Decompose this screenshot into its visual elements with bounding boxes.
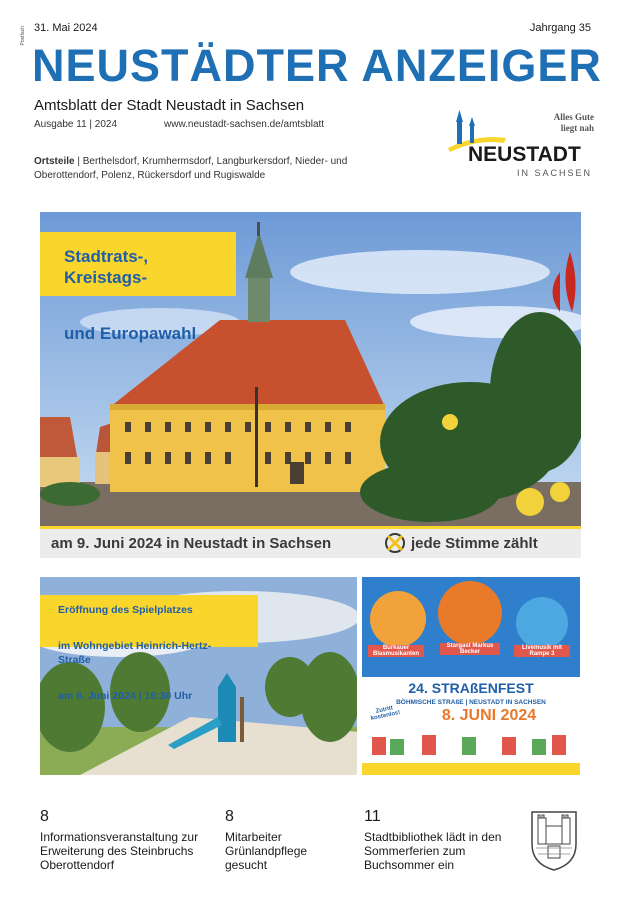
election-title-line-2: und Europawahl [64, 324, 197, 343]
election-title-tag [40, 232, 236, 343]
news-page-number: 8 [225, 808, 234, 825]
band-1-label: Burkauer Blasmusikanten [368, 645, 424, 657]
districts-list [34, 155, 364, 183]
city-crest-icon [528, 806, 580, 872]
website-link[interactable]: www.neustadt-sachsen.de/amtsblatt [164, 119, 325, 130]
news-page-number: 11 [364, 808, 381, 825]
logo-slogan [530, 112, 594, 134]
playground-line-1: Eröffnung des Spielplatzes [58, 604, 193, 616]
band-2-label: Stargast Markus Becker [440, 643, 500, 655]
election-hero-card[interactable] [40, 212, 581, 558]
festival-poster-art [362, 577, 580, 775]
election-date-text: am 9. Juni 2024 in Neustadt in Sachsen [51, 535, 332, 552]
masthead-title: NEUSTÄDTER ANZEIGER [32, 40, 602, 91]
festival-place: BÖHMISCHE STRAßE | NEUSTADT IN SACHSEN [396, 699, 546, 706]
subtitle: Amtsblatt der Stadt Neustadt in Sachsen [34, 97, 305, 114]
band-3-label: Livemusik mit Rampe 3 [514, 645, 570, 657]
playground-card[interactable] [40, 577, 357, 775]
news-page-number: 8 [40, 808, 49, 825]
festival-free-entry: Zutritt kostenlos! [370, 705, 401, 722]
slogan-line-1: Alles Gute [553, 112, 594, 122]
election-info-bar [40, 526, 581, 558]
festival-title: 24. STRAßENFEST [408, 680, 534, 696]
news-headline: Informationsveranstaltung zur Erweiterung des Steinbruchs Oberottendorf [40, 830, 199, 872]
logo-name: NEUSTADT [468, 143, 581, 166]
playground-line-3: am 6. Juni 2024 | 16:30 Uhr [58, 690, 193, 702]
issue-number: Ausgabe 11 | 2024 [34, 119, 118, 130]
issue-date: 31. Mai 2024 [34, 22, 98, 34]
news-headline: Mitarbeiter Grünlandpflege gesucht [225, 830, 308, 872]
playground-line-2: im Wohngebiet Heinrich-Hertz-Straße [58, 640, 212, 666]
news-teaser-2[interactable] [225, 808, 335, 872]
volume-number: Jahrgang 35 [529, 22, 591, 34]
side-tag: Postfach [20, 26, 26, 46]
districts-text: | Berthelsdorf, Krumhermsdorf, Langburkersdorf, Nieder- und Oberottendorf, Polenz, Rückersdorf und Rugiswalde [34, 156, 348, 181]
news-teaser-1[interactable] [40, 808, 210, 872]
news-teaser-3[interactable] [364, 808, 514, 872]
slogan-line-2: liegt nah [560, 123, 594, 133]
election-title-line-1: Stadtrats-, Kreistags- [64, 247, 149, 287]
election-slogan: jede Stimme zählt [411, 535, 538, 552]
festival-date: 8. JUNI 2024 [441, 707, 537, 724]
ballot-check-icon [384, 532, 406, 554]
logo-subtitle: IN SACHSEN [517, 168, 593, 178]
news-headline: Stadtbibliothek lädt in den Sommerferien zum Buchsommer ein [364, 830, 502, 872]
districts-label: Ortsteile [34, 156, 75, 167]
playground-title-tag [40, 595, 258, 702]
street-festival-card[interactable] [362, 577, 580, 775]
